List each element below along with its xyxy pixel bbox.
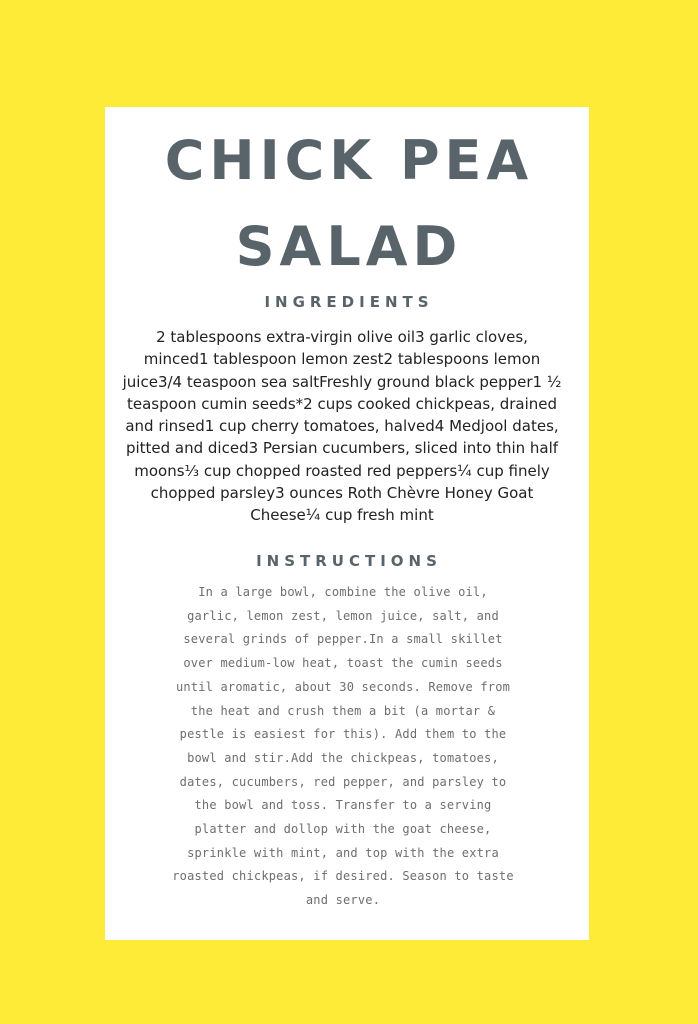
recipe-title xyxy=(0,118,698,290)
instructions-heading: INSTRUCTIONS xyxy=(256,552,442,570)
instructions-body: In a large bowl, combine the olive oil, garlic, lemon zest, lemon juice, salt, and several grinds of pepper.In a small skillet over medium-low heat, toast the cumin seeds until aromatic, about 30 seconds. Remove from the heat and crush them a bit (a mortar & pestle is easiest for this). Add them to the bowl and stir.Add the chickpeas, tomatoes, dates, cucumbers, red pepper, and parsley to the bowl and toss. Transfer to a serving platter and dollop with the goat cheese, sprinkle with mint, and top with the extra roasted chickpeas, if desired. Season to taste and serve. xyxy=(172,585,514,908)
ingredients-list: 2 tablespoons extra-virgin olive oil3 garlic cloves, minced1 tablespoon lemon zest2 tablespoons lemon juice3/4 teaspoon sea saltFreshly ground black pepper1 ½ teaspoon cumin seeds*2 cups cooked chickpeas, drained and rinsed1 cup cherry tomatoes, halved4 Medjool dates, pitted and diced3 Persian cucumbers, sliced into thin half moons⅓ cup chopped roasted red peppers¼ cup finely chopped parsley3 ounces Roth Chèvre Honey Goat Cheese¼ cup fresh mint xyxy=(122,328,562,525)
recipe-title-line-1: CHICK PEA xyxy=(164,129,534,192)
ingredients-heading: INGREDIENTS xyxy=(264,293,434,311)
recipe-title-line-2: SALAD xyxy=(235,215,463,278)
